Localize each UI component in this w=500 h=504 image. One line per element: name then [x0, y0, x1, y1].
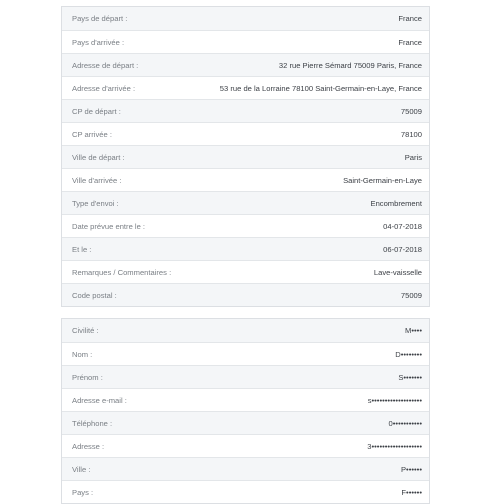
row-adresse-arrivee: [62, 76, 429, 99]
field-label: Nom :: [72, 349, 93, 359]
field-label: Adresse d'arrivée :: [72, 83, 136, 93]
field-label: Code postal :: [72, 290, 117, 300]
field-value: Paris: [404, 152, 422, 162]
row-civilite: [62, 319, 429, 342]
row-adresse-depart: [62, 53, 429, 76]
row-telephone: [62, 411, 429, 434]
row-remarques: [62, 260, 429, 283]
field-label: Ville d'arrivée :: [72, 175, 122, 185]
row-nom: [62, 342, 429, 365]
row-pays-arrivee: [62, 30, 429, 53]
field-label: Pays :: [72, 487, 94, 497]
field-label: Adresse de départ :: [72, 60, 139, 70]
field-value: 53 rue de la Lorraine 78100 Saint-Germain-en-Laye, France: [219, 83, 422, 93]
field-value: M••••: [405, 326, 422, 335]
field-label: Téléphone :: [72, 418, 113, 428]
field-label: CP de départ :: [72, 106, 121, 116]
field-value: 75009: [400, 290, 422, 300]
field-value: France: [398, 37, 422, 47]
field-value: 32 rue Pierre Sémard 75009 Paris, France: [278, 60, 422, 70]
row-cp-depart: [62, 99, 429, 122]
field-value: Encombrement: [370, 198, 422, 208]
field-value: D••••••••: [395, 349, 422, 359]
row-ville-depart: [62, 145, 429, 168]
field-value: 78100: [400, 129, 422, 139]
field-label: Type d'envoi :: [72, 198, 119, 208]
field-value: 06-07-2018: [383, 244, 422, 254]
field-label: Ville de départ :: [72, 152, 125, 162]
field-label: Adresse :: [72, 441, 105, 451]
row-ville-arrivee: [62, 168, 429, 191]
row-pays-depart: [62, 7, 429, 30]
field-value: Lave-vaisselle: [373, 267, 422, 277]
field-value: 04-07-2018: [383, 221, 422, 231]
row-date-fin: [62, 237, 429, 260]
field-label: Civilité :: [72, 326, 99, 335]
transport-details-card: [61, 6, 430, 307]
row-email: [62, 388, 429, 411]
row-ville: [62, 457, 429, 480]
field-label: Ville :: [72, 464, 91, 474]
field-label: Adresse e-mail :: [72, 395, 127, 405]
field-value: 3•••••••••••••••••••: [367, 441, 422, 451]
field-value: Saint-Germain-en-Laye: [343, 175, 422, 185]
field-value: 0•••••••••••: [388, 418, 422, 428]
field-label: Prénom :: [72, 372, 103, 382]
field-value: P••••••: [400, 464, 422, 474]
row-prenom: [62, 365, 429, 388]
field-value: France: [398, 14, 422, 23]
row-code-postal: [62, 283, 429, 306]
field-value: 75009: [400, 106, 422, 116]
row-adresse: [62, 434, 429, 457]
row-type-envoi: [62, 191, 429, 214]
field-label: Date prévue entre le :: [72, 221, 146, 231]
row-date-debut: [62, 214, 429, 237]
field-value: s•••••••••••••••••••: [367, 395, 422, 405]
field-label: Pays de départ :: [72, 14, 128, 23]
field-value: S•••••••: [398, 372, 422, 382]
field-value: F••••••: [401, 487, 422, 497]
contact-details-card: [61, 318, 430, 504]
field-label: Et le :: [72, 244, 92, 254]
field-label: CP arrivée :: [72, 129, 112, 139]
row-cp-arrivee: [62, 122, 429, 145]
field-label: Remarques / Commentaires :: [72, 267, 172, 277]
field-label: Pays d'arrivée :: [72, 37, 125, 47]
